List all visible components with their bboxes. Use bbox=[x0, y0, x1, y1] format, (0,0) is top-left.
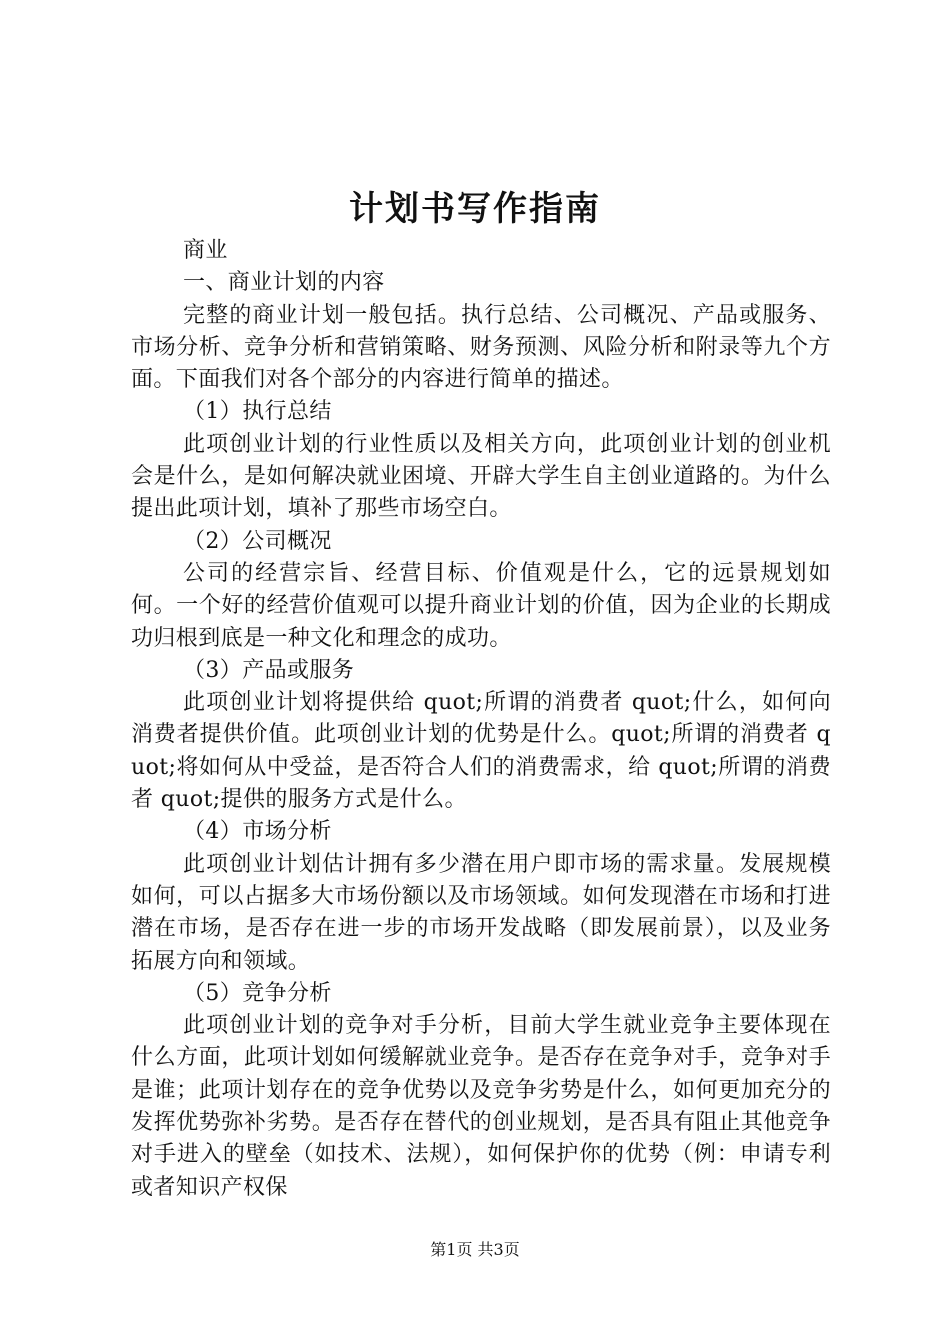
section-label: 商业 bbox=[183, 238, 228, 263]
paragraph: 此项创业计划估计拥有多少潜在用户即市场的需求量。发展规模如何，可以占据多大市场份额以及市场领域。如何发现潜在市场和打进潜在市场，是否存在进一步的市场开发战略（即发展前景），以及业务拓展方向和领域。 bbox=[131, 851, 831, 974]
document-title: 计划书写作指南 bbox=[349, 189, 601, 229]
paragraph: 完整的商业计划一般包括。执行总结、公司概况、产品或服务、市场分析、竞争分析和营销策略、财务预测、风险分析和附录等九个方面。下面我们对各个部分的内容进行简单的描述。 bbox=[131, 302, 831, 393]
subsection-heading: （2）公司概况 bbox=[183, 528, 332, 554]
paragraph: 此项创业计划将提供给 quot;所谓的消费者 quot;什么，如何向消费者提供价值。此项创业计划的优势是什么。quot;所谓的消费者 quot;将如何从中受益，是否符合人们的消费需求，给 quot;所谓的消费者 quot;提供的服务方式是什么。 bbox=[131, 690, 831, 813]
document-body bbox=[131, 235, 831, 1204]
section-heading: 一、商业计划的内容 bbox=[183, 270, 385, 296]
subsection-heading: （5）竞争分析 bbox=[183, 980, 332, 1006]
subsection-heading: （4）市场分析 bbox=[183, 819, 332, 845]
paragraph: 此项创业计划的竞争对手分析，目前大学生就业竞争主要体现在什么方面，此项计划如何缓解就业竞争。是否存在竞争对手，竞争对手是谁；此项计划存在的竞争优势以及竞争劣势是什么，如何更加充分的发挥优势弥补劣势。是否存在替代的创业规划，是否具有阻止其他竞争对手进入的壁垒（如技术、法规），如何保护你的优势（例：申请专利或者知识产权保 bbox=[131, 1013, 831, 1200]
subsection-heading: （3）产品或服务 bbox=[183, 657, 355, 683]
subsection-heading: （1）执行总结 bbox=[183, 399, 332, 425]
paragraph: 公司的经营宗旨、经营目标、价值观是什么，它的远景规划如何。一个好的经营价值观可以提升商业计划的价值，因为企业的长期成功归根到底是一种文化和理念的成功。 bbox=[131, 560, 831, 651]
page-footer: 第1页 共3页 bbox=[430, 1240, 520, 1259]
paragraph: 此项创业计划的行业性质以及相关方向，此项创业计划的创业机会是什么，是如何解决就业困境、开辟大学生自主创业道路的。为什么提出此项计划，填补了那些市场空白。 bbox=[131, 431, 831, 522]
